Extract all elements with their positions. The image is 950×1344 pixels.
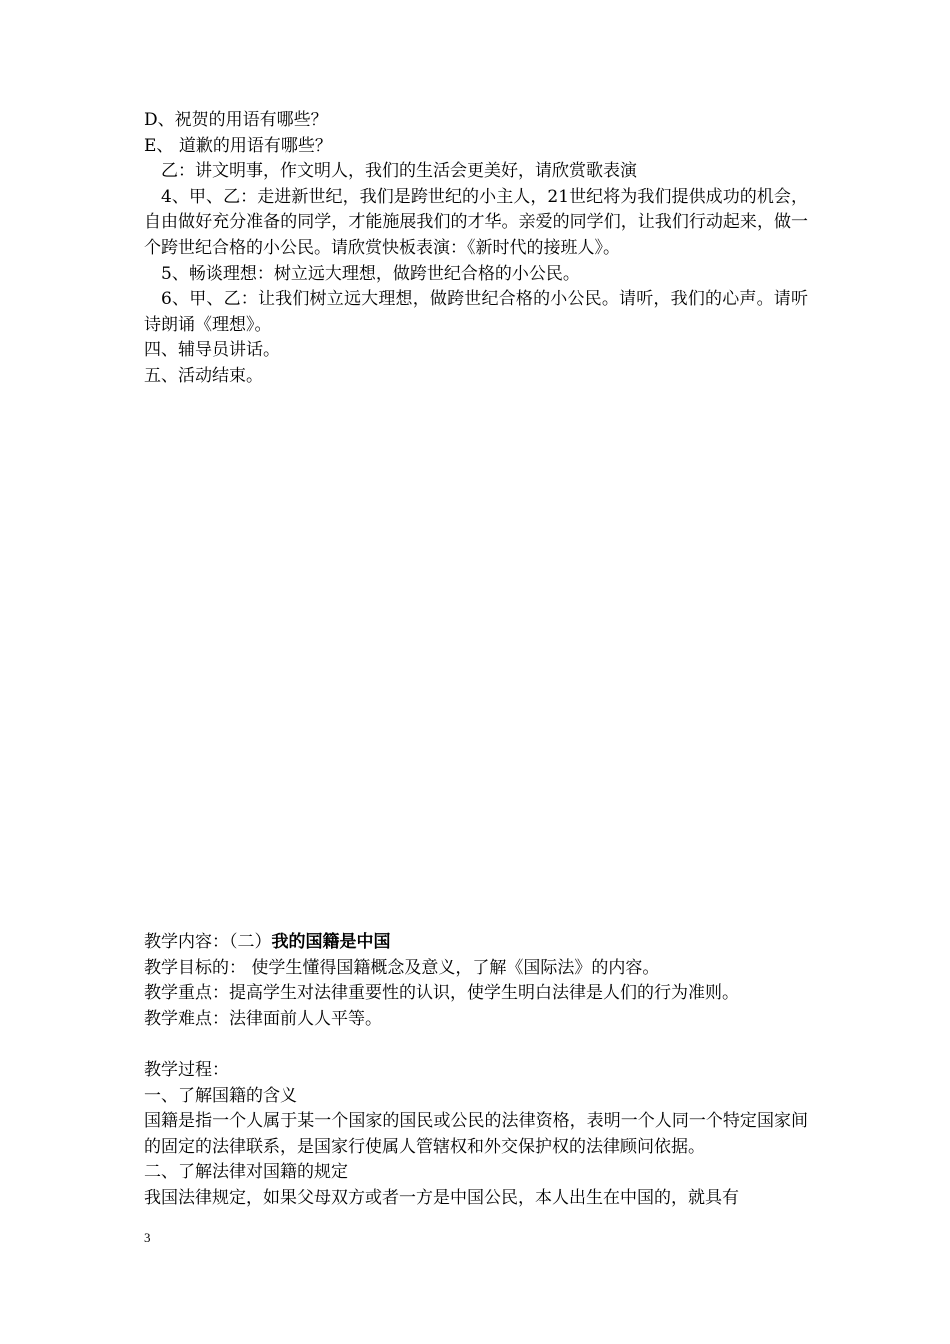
activity-section xyxy=(144,108,808,390)
lesson-title: 我的国籍是中国 xyxy=(271,932,391,952)
lesson-content-line xyxy=(144,930,808,956)
step2-text: 我国法律规定，如果父母双方或者一方是中国公民，本人出生在中国的，就具有 xyxy=(144,1187,739,1208)
lesson-goal: 教学目标的： 使学生懂得国籍概念及意义，了解《国际法》的内容。 xyxy=(144,957,660,978)
host-yi-line: 乙：讲文明事，作文明人，我们的生活会更美好，请欣赏歌表演 xyxy=(161,161,637,182)
step1-text: 国籍是指一个人属于某一个国家的国民或公民的法律资格，表明一个人同一个特定国家间的固定的法律联系，是国家行使属人管辖权和外交保护权的法律顾问依据。 xyxy=(144,1111,808,1157)
line-5: 5、畅谈理想：树立远大理想，做跨世纪合格的小公民。 xyxy=(161,263,580,284)
page-number: 3 xyxy=(144,1230,151,1245)
blank-line xyxy=(144,1032,808,1058)
step-four: 四、辅导员讲话。 xyxy=(144,340,280,361)
step-five: 五、活动结束。 xyxy=(144,365,263,386)
lesson-content-label: 教学内容：（二） xyxy=(144,932,272,952)
paragraph-4: 4、甲、乙：走进新世纪，我们是跨世纪的小主人，21世纪将为我们提供成功的机会，自由做好充分准备的同学，才能施展我们的才华。亲爱的同学们，让我们行动起来，做一个跨世纪合格的小公民。请欣赏快板表演：《新时代的接班人》。 xyxy=(144,186,808,258)
step2-title: 二、了解法律对国籍的规定 xyxy=(144,1162,348,1183)
process-label: 教学过程： xyxy=(144,1059,229,1080)
lesson-difficulty: 教学难点：法律面前人人平等。 xyxy=(144,1008,382,1029)
paragraph-6: 6、甲、乙：让我们树立远大理想，做跨世纪合格的小公民。请听，我们的心声。请听诗朗诵《理想》。 xyxy=(144,289,808,335)
lesson-section xyxy=(144,930,808,1212)
step1-title: 一、了解国籍的含义 xyxy=(144,1085,297,1106)
question-d: D、祝贺的用语有哪些？ xyxy=(144,110,328,130)
lesson-key-point: 教学重点：提高学生对法律重要性的认识，使学生明白法律是人们的行为准则。 xyxy=(144,983,739,1004)
question-e: E、 道歉的用语有哪些？ xyxy=(144,135,332,156)
